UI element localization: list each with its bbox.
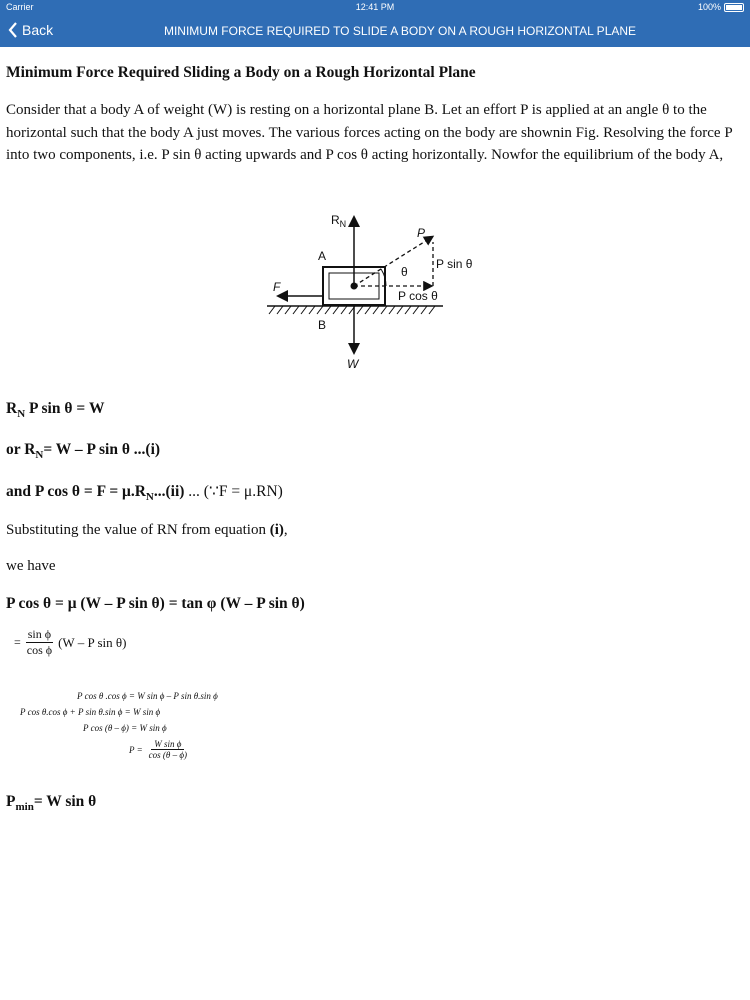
battery-icon: [724, 3, 744, 12]
we-have-text: we have: [6, 558, 56, 574]
derivation-line-4: P = $\frac{\text{W sin ϕ}}{\cos (\theta - \phi)}$: [129, 739, 187, 760]
derivation-line-3: P cos (θ – ϕ) = W sin ϕ: [83, 723, 167, 733]
equation-3: and P $\cos \theta = F = \mu.R_N...(ii)$ ... (∵F = μ.RN): [6, 483, 283, 504]
equation-2: or $R_N= W - P$ sin θ ...(i): [6, 441, 161, 462]
p-arrow: [354, 237, 432, 286]
label-psin: P sin θ: [436, 257, 473, 271]
label-pcos: P cos θ: [398, 289, 438, 303]
substitution-text: Substituting the value of RN from equation (i),: [6, 522, 288, 538]
label-w: W: [347, 357, 359, 371]
status-bar: [0, 0, 750, 14]
battery-indicator: [698, 2, 744, 12]
fraction-expression: = $\frac{\text{sin ϕ}}{\text{cos ϕ}}$ (W – P sin θ): [14, 627, 127, 657]
equation-4: P cos θ = μ (W – P sin θ) = tan φ (W – P sin θ): [6, 595, 305, 612]
derivation-line-1: P cos θ .cos ϕ = W sin ϕ – P sin θ.sin ϕ: [77, 691, 218, 701]
label-f: F: [273, 280, 281, 294]
derivation-block: [0, 687, 300, 777]
force-diagram: [255, 210, 485, 380]
label-rn: $R_N$: [331, 213, 347, 229]
derivation-line-2: P cos θ.cos ϕ + P sin θ.sin ϕ = W sin ϕ: [20, 707, 161, 717]
equation-1: $R_N$ P sin θ = W: [6, 400, 105, 421]
top-bar: [0, 0, 750, 47]
intro-paragraph: Consider that a body A of weight (W) is resting on a horizontal plane B. Let an effort P is applied at an angle θ to the horizontal such that the body A just moves. The various forces acting on the body are shownin Fig. Resolving the force P into two components, i.e. P sin θ acting upwards and P cos θ acting horizontally. Nowfor the equilibrium of the body A,: [6, 102, 733, 163]
article-content: [0, 47, 750, 1000]
chevron-left-icon: [8, 22, 18, 38]
article-heading: Minimum Force Required Sliding a Body on a Rough Horizontal Plane: [6, 64, 476, 81]
carrier-label: Carrier: [6, 2, 34, 12]
label-a: A: [318, 249, 327, 263]
back-button[interactable]: [8, 22, 53, 38]
back-label: Back: [22, 22, 54, 38]
label-b: B: [318, 318, 327, 332]
final-equation: $P_{min}= W$ sin θ: [6, 793, 97, 814]
nav-bar: [0, 14, 750, 47]
page-title: MINIMUM FORCE REQUIRED TO SLIDE A BODY ON A ROUGH HORIZONTAL PLANE: [163, 24, 637, 38]
label-p: P: [417, 226, 426, 240]
ground-hatch: [269, 306, 435, 314]
clock: 12:41 PM: [355, 2, 395, 12]
battery-percent: 100%: [697, 2, 721, 12]
label-theta: θ: [401, 265, 408, 279]
